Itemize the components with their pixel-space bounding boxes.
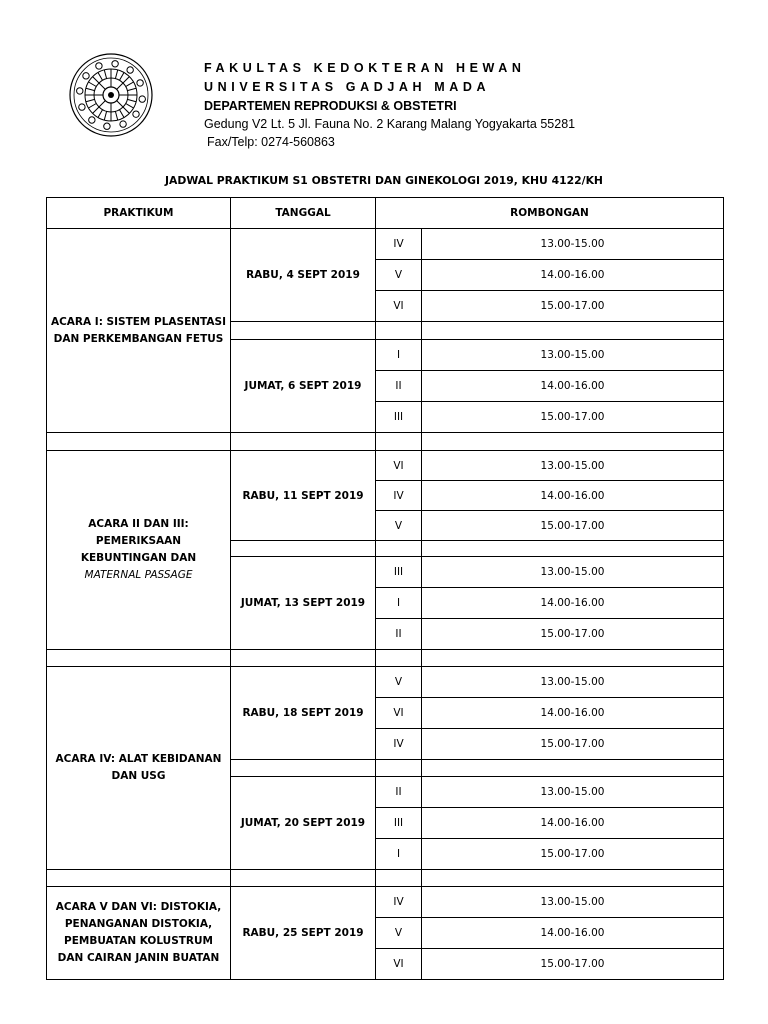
group-number: I xyxy=(376,340,422,371)
session-time: 15.00-17.00 xyxy=(422,291,724,322)
session-time: 14.00-16.00 xyxy=(422,808,724,839)
session-time: 13.00-15.00 xyxy=(422,451,724,481)
empty-cell xyxy=(231,541,376,557)
empty-cell xyxy=(231,760,376,777)
group-number: I xyxy=(376,588,422,619)
session-time: 14.00-16.00 xyxy=(422,698,724,729)
session-time: 15.00-17.00 xyxy=(422,839,724,870)
group-number: II xyxy=(376,371,422,402)
table-row xyxy=(47,229,724,260)
session-time: 14.00-16.00 xyxy=(422,588,724,619)
session-date: JUMAT, 13 SEPT 2019 xyxy=(231,557,376,650)
practicum-name xyxy=(47,451,231,650)
empty-cell xyxy=(231,870,376,887)
empty-cell xyxy=(376,322,422,340)
session-time: 14.00-16.00 xyxy=(422,918,724,949)
session-time: 15.00-17.00 xyxy=(422,729,724,760)
group-number: III xyxy=(376,808,422,839)
practicum-name-line: PEMBUATAN KOLUSTRUM xyxy=(64,935,213,947)
practicum-name-italic: MATERNAL PASSAGE xyxy=(84,569,193,581)
spacer-row xyxy=(47,650,724,667)
group-number: III xyxy=(376,557,422,588)
group-number: V xyxy=(376,918,422,949)
session-date: JUMAT, 20 SEPT 2019 xyxy=(231,777,376,870)
session-time: 13.00-15.00 xyxy=(422,667,724,698)
document-title: JADWAL PRAKTIKUM S1 OBSTETRI DAN GINEKOLOGI 2019, KHU 4122/KH xyxy=(165,174,603,187)
session-time: 13.00-15.00 xyxy=(422,340,724,371)
empty-cell xyxy=(47,870,231,887)
practicum-name-line: KEBUNTINGAN DAN xyxy=(80,552,197,564)
table-header-row xyxy=(47,198,724,229)
session-time: 13.00-15.00 xyxy=(422,229,724,260)
empty-cell xyxy=(376,541,422,557)
empty-cell xyxy=(231,650,376,667)
session-time: 15.00-17.00 xyxy=(422,949,724,980)
empty-cell xyxy=(422,433,724,451)
table-row xyxy=(47,887,724,918)
group-number: III xyxy=(376,402,422,433)
spacer-row xyxy=(47,433,724,451)
practicum-name-line: DAN CAIRAN JANIN BUATAN xyxy=(57,952,220,964)
session-date: RABU, 25 SEPT 2019 xyxy=(231,887,376,980)
session-time: 15.00-17.00 xyxy=(422,402,724,433)
empty-cell xyxy=(422,760,724,777)
practicum-name-line: PENANGANAN DISTOKIA, xyxy=(64,918,213,930)
empty-cell xyxy=(422,322,724,340)
practicum-name xyxy=(47,229,231,433)
session-time: 13.00-15.00 xyxy=(422,887,724,918)
group-number: IV xyxy=(376,481,422,511)
practicum-name-line: DAN USG xyxy=(111,770,166,782)
address: Gedung V2 Lt. 5 Jl. Fauna No. 2 Karang Malang Yogyakarta 55281 xyxy=(204,117,576,131)
session-time: 13.00-15.00 xyxy=(422,777,724,808)
spacer-row xyxy=(47,870,724,887)
empty-cell xyxy=(231,322,376,340)
session-time: 15.00-17.00 xyxy=(422,619,724,650)
practicum-name-line: ACARA V DAN VI: DISTOKIA, xyxy=(55,901,222,913)
group-number: VI xyxy=(376,949,422,980)
empty-cell xyxy=(422,650,724,667)
group-number: II xyxy=(376,777,422,808)
practicum-name xyxy=(47,667,231,870)
empty-cell xyxy=(422,870,724,887)
empty-cell xyxy=(231,433,376,451)
session-time: 14.00-16.00 xyxy=(422,371,724,402)
practicum-name-line: PEMERIKSAAN xyxy=(95,535,182,547)
university-name: UNIVERSITAS GADJAH MADA xyxy=(204,80,491,94)
empty-cell xyxy=(47,650,231,667)
practicum-name-line: ACARA I: SISTEM PLASENTASI xyxy=(50,315,227,328)
session-time: 14.00-16.00 xyxy=(422,260,724,291)
empty-cell xyxy=(376,433,422,451)
session-time: 15.00-17.00 xyxy=(422,511,724,541)
table-row xyxy=(47,667,724,698)
group-number: IV xyxy=(376,887,422,918)
practicum-name xyxy=(47,887,231,980)
column-header-praktikum: PRAKTIKUM xyxy=(47,198,231,229)
practicum-name-line: DAN PERKEMBANGAN FETUS xyxy=(53,332,224,345)
empty-cell xyxy=(376,650,422,667)
faculty-name: FAKULTAS KEDOKTERAN HEWAN xyxy=(204,61,526,75)
group-number: VI xyxy=(376,698,422,729)
group-number: V xyxy=(376,667,422,698)
ugm-seal-icon xyxy=(68,52,154,138)
session-date: RABU, 11 SEPT 2019 xyxy=(231,451,376,541)
group-number: V xyxy=(376,260,422,291)
session-date: RABU, 4 SEPT 2019 xyxy=(231,229,376,322)
practicum-name-line: ACARA II DAN III: xyxy=(88,518,189,530)
column-header-rombongan: ROMBONGAN xyxy=(376,198,724,229)
group-number: IV xyxy=(376,229,422,260)
fax-number: Fax/Telp: 0274-560863 xyxy=(207,135,335,149)
session-date: JUMAT, 6 SEPT 2019 xyxy=(231,340,376,433)
department-name: DEPARTEMEN REPRODUKSI & OBSTETRI xyxy=(204,99,457,113)
table-row xyxy=(47,451,724,481)
group-number: VI xyxy=(376,451,422,481)
empty-cell xyxy=(376,760,422,777)
empty-cell xyxy=(422,541,724,557)
group-number: V xyxy=(376,511,422,541)
empty-cell xyxy=(376,870,422,887)
column-header-tanggal: TANGGAL xyxy=(231,198,376,229)
empty-cell xyxy=(47,433,231,451)
session-time: 14.00-16.00 xyxy=(422,481,724,511)
group-number: VI xyxy=(376,291,422,322)
group-number: I xyxy=(376,839,422,870)
session-time: 13.00-15.00 xyxy=(422,557,724,588)
group-number: II xyxy=(376,619,422,650)
schedule-table xyxy=(46,197,724,980)
practicum-name-line: ACARA IV: ALAT KEBIDANAN xyxy=(55,753,222,765)
session-date: RABU, 18 SEPT 2019 xyxy=(231,667,376,760)
group-number: IV xyxy=(376,729,422,760)
